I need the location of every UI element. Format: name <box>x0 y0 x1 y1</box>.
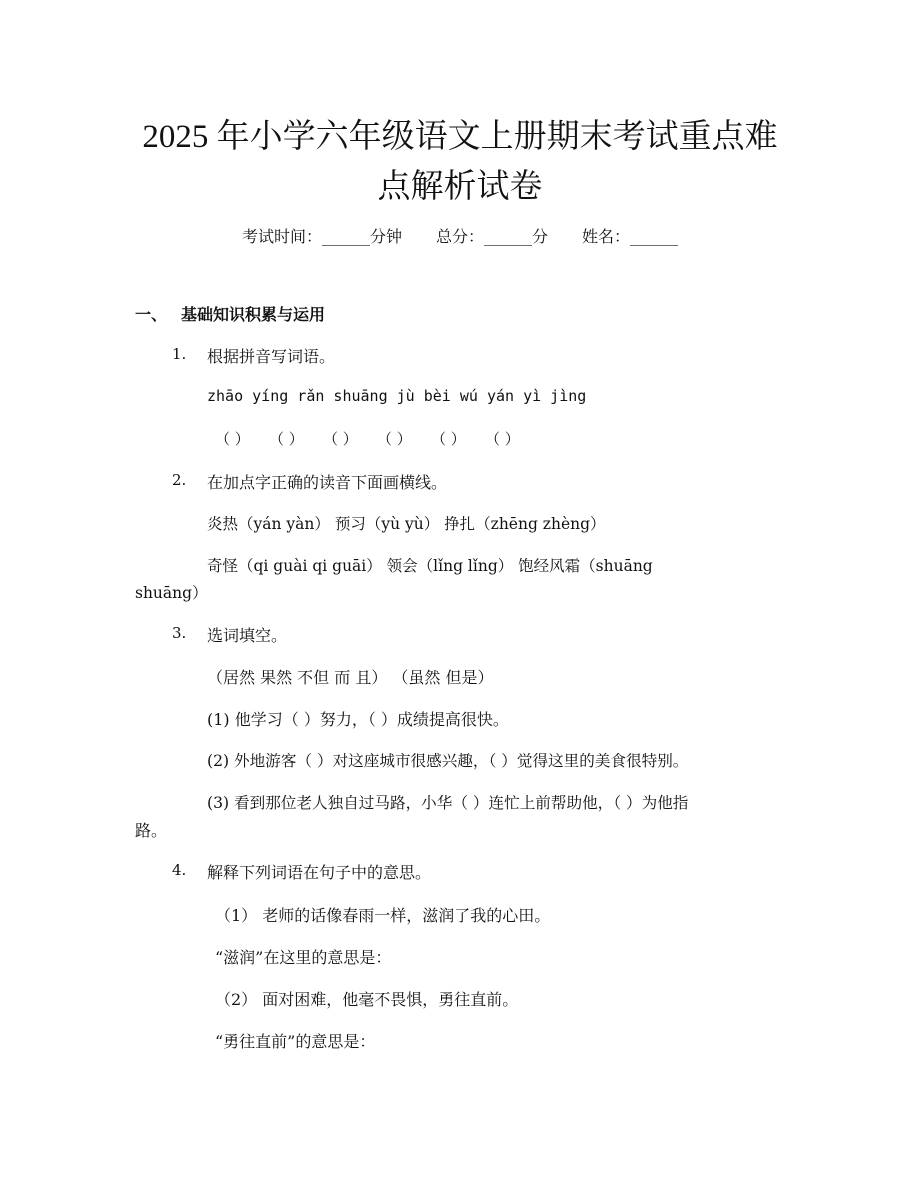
exam-info <box>0 224 920 247</box>
question-3-options: （居然 果然 不但 而 且） （虽然 但是） <box>207 668 494 687</box>
answer-blank[interactable]: （ ） <box>269 430 304 448</box>
question-3-item-3-wrap: 路。 <box>135 821 168 840</box>
question-4-ask-1: “滋润”在这里的意思是： <box>215 948 392 967</box>
answer-blank[interactable]: （ ） <box>323 430 358 448</box>
answer-blank[interactable]: （ ） <box>485 430 520 448</box>
question-3-number: 3. <box>172 624 187 642</box>
question-3-item-2: (2) 外地游客（ ）对这座城市很感兴趣，（ ）觉得这里的美食很特别。 <box>207 752 689 770</box>
answer-blank[interactable]: （ ） <box>215 430 250 448</box>
question-4-prompt: 解释下列词语在句子中的意思。 <box>207 863 432 882</box>
exam-time-field: 考试时间：______分钟 <box>241 227 402 246</box>
question-3-prompt: 选词填空。 <box>207 626 288 645</box>
section-heading <box>135 302 325 325</box>
question-3-item-3: (3) 看到那位老人独自过马路，小华（ ）连忙上前帮助他，（ ）为他指 <box>207 794 689 812</box>
question-2-line-2-wrap: shuāng） <box>135 584 208 602</box>
question-2-prompt: 在加点字正确的读音下面画横线。 <box>207 473 448 492</box>
question-1-pinyin: zhāo yíng rǎn shuāng jù bèi wú yán yì jìng <box>207 387 587 405</box>
title-line-2: 点解析试卷 <box>377 169 543 205</box>
question-2-line-1: 炎热（yán yàn） 预习（yù yù） 挣扎（zhēng zhèng） <box>207 515 606 533</box>
total-score-field: 总分：______分 <box>435 227 548 246</box>
question-1-blanks <box>215 428 539 449</box>
question-2-line-2: 奇怪（qi guài qi guāi） 领会（lǐng lǐng） 饱经风霜（shuāng <box>207 557 653 575</box>
student-name-field: 姓名：______ <box>582 227 679 246</box>
question-4-sentence-2: （2） 面对困难，他毫不畏惧，勇往直前。 <box>215 990 519 1009</box>
section-number: 一、 <box>135 305 168 324</box>
question-4-sentence-1: （1） 老师的话像春雨一样，滋润了我的心田。 <box>215 906 551 925</box>
question-4-number: 4. <box>172 861 187 879</box>
title-line-1: 2025 年小学六年级语文上册期末考试重点难 <box>142 119 778 155</box>
question-3-item-1: (1) 他学习（ ）努力，（ ）成绩提高很快。 <box>207 710 509 729</box>
question-2-number: 2. <box>172 471 187 489</box>
question-1-prompt: 根据拼音写词语。 <box>207 347 336 366</box>
answer-blank[interactable]: （ ） <box>377 430 412 448</box>
section-title: 基础知识积累与运用 <box>181 305 326 324</box>
question-1-number: 1. <box>172 345 187 363</box>
answer-blank[interactable]: （ ） <box>431 430 466 448</box>
question-4-ask-2: “勇往直前”的意思是： <box>215 1032 376 1051</box>
